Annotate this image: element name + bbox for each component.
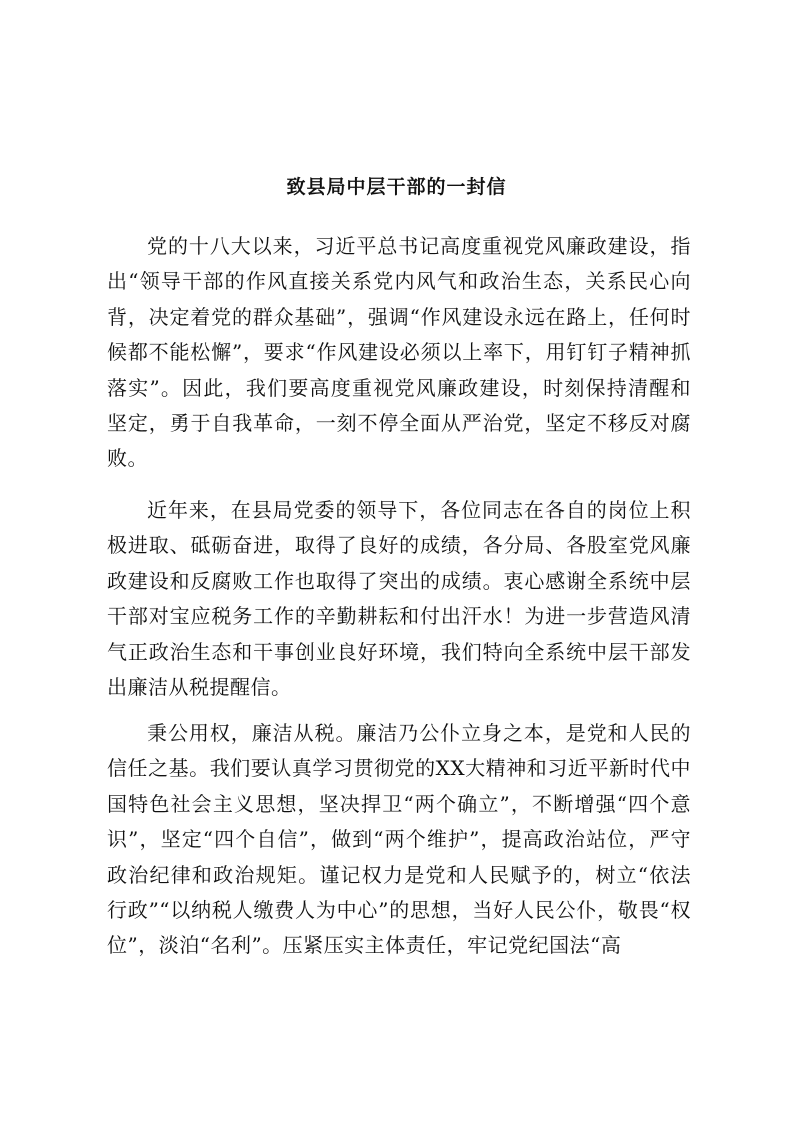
paragraph-integrity: 秉公用权，廉洁从税。廉洁乃公仆立身之本，是党和人民的信任之基。我们要认真学习贯彻党的XX大精神和习近平新时代中国特色社会主义思想，坚决捍卫“两个确立”，不断增强“四个意识”，坚定“四个自信”，做到“两个维护”，提高政治站位，严守政治纪律和政治规矩。谨记权力是党和人民赋予的，树立“依法行政”“以纳税人缴费人为中心”的思想，当好人民公仆，敬畏“权位”，淡泊“名利”。压紧压实主体责任，牢记党纪国法“高 (107, 721, 691, 958)
paragraph-achievements: 近年来，在县局党委的领导下，各位同志在各自的岗位上积极进取、砥砺奋进，取得了良好的成绩，各分局、各股室党风廉政建设和反腐败工作也取得了突出的成绩。衷心感谢全系统中层干部对宝应税务工作的辛勤耕耘和付出汗水！为进一步营造风清气正政治生态和干事创业良好环境，我们特向全系统中层干部发出廉洁从税提醒信。 (107, 498, 691, 700)
document-title: 致县局中层干部的一封信 (286, 176, 507, 198)
paragraph-intro: 党的十八大以来，习近平总书记高度重视党风廉政建设，指出“领导干部的作风直接关系党内风气和政治生态，关系民心向背，决定着党的群众基础”，强调“作风建设永远在路上，任何时候都不能松懈”，要求“作风建设必须以上率下，用钉钉子精神抓落实”。因此，我们要高度重视党风廉政建设，时刻保持清醒和坚定，勇于自我革命，一刻不停全面从严治党，坚定不移反对腐败。 (107, 234, 691, 471)
